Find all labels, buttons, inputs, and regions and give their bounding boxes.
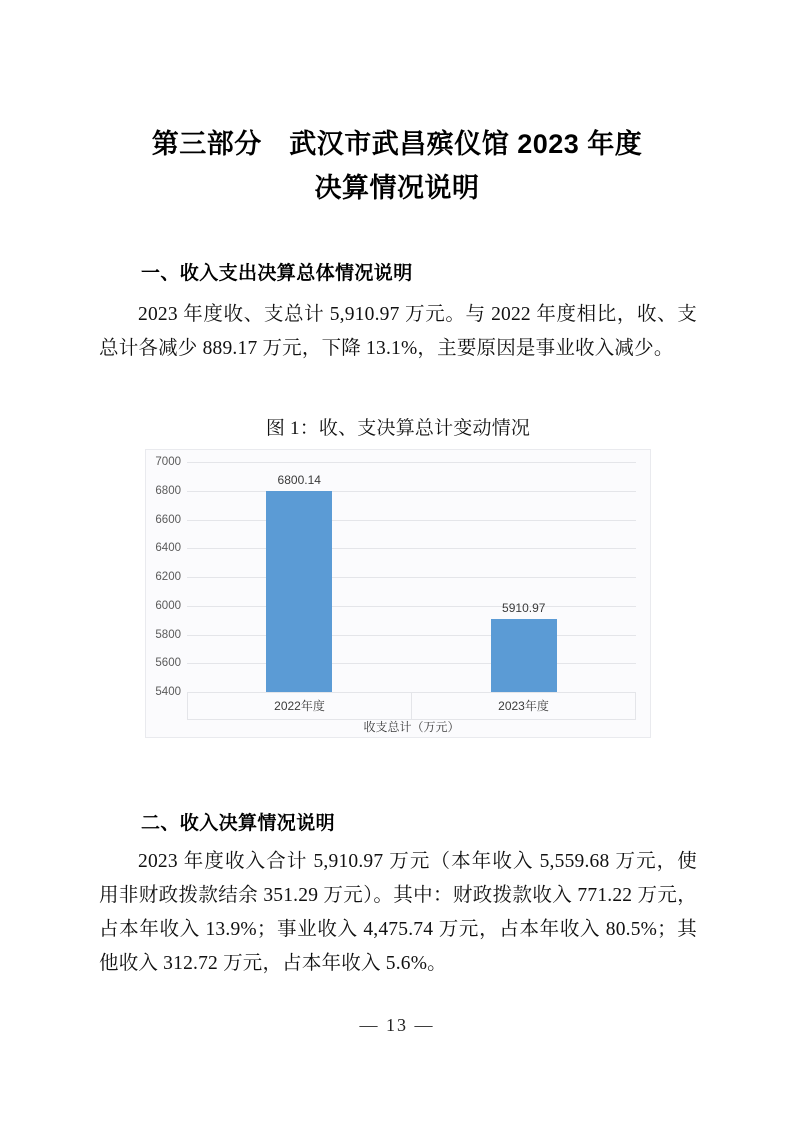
chart-y-tick-label: 5400 (155, 686, 181, 698)
chart-bar (266, 491, 332, 692)
chart-y-tick-label: 6600 (155, 513, 181, 526)
chart-plot-area (155, 456, 636, 698)
paragraph-income-expenditure-overview: 2023 年度收、支总计 5,910.97 万元。与 2022 年度相比，收、支总计各减少 889.17 万元，下降 13.1%，主要原因是事业收入减少。 (99, 304, 697, 359)
page-number: — 13 — (359, 1015, 435, 1035)
section-heading-income-expenditure-overview: 一、收入支出决算总体情况说明 (141, 263, 413, 284)
title-line-2: 决算情况说明 (314, 173, 480, 203)
figure-1 (99, 414, 697, 738)
section-heading-income-settlement: 二、收入决算情况说明 (141, 813, 336, 834)
chart-y-tick-label: 6000 (155, 599, 181, 612)
chart-y-tick-label: 6200 (155, 571, 181, 583)
chart-category-label: 2023年度 (411, 692, 635, 719)
chart-bar (491, 619, 557, 692)
chart-y-tick-label: 6400 (155, 542, 181, 555)
chart-y-tick-label: 5600 (155, 657, 181, 670)
figure-1-chart (145, 449, 651, 738)
paragraph-income-settlement: 2023 年度收入合计 5,910.97 万元（本年收入 5,559.68 万元，使用非财政拨款结余 351.29 万元）。其中：财政拨款收入 771.22 万元，占本年收入 13.9%；事业收入 4,475.74 万元，占本年收入 80.5%；其他收入 312.72 万元，占本年收入 5.6%。 (99, 851, 697, 974)
chart-y-tick-label: 7000 (155, 456, 181, 468)
chart-category-axis (187, 692, 636, 720)
title-line-1: 第三部分 武汉市武昌殡仪馆 2023 年度 (151, 129, 643, 159)
chart-x-axis-title: 收支总计（万元） (363, 720, 460, 734)
chart-bars (187, 462, 636, 692)
chart-bar-value-label: 5910.97 (502, 600, 546, 615)
chart-bar-value-label: 6800.14 (277, 472, 321, 487)
chart-bar-slot (187, 462, 412, 692)
figure-1-caption: 图 1：收、支决算总计变动情况 (265, 418, 531, 439)
chart-bar-slot (412, 462, 637, 692)
chart-y-tick-label: 6800 (155, 484, 181, 497)
page-title (97, 122, 697, 210)
chart-category-label: 2022年度 (274, 699, 325, 713)
chart-y-tick-label: 5800 (155, 628, 181, 641)
